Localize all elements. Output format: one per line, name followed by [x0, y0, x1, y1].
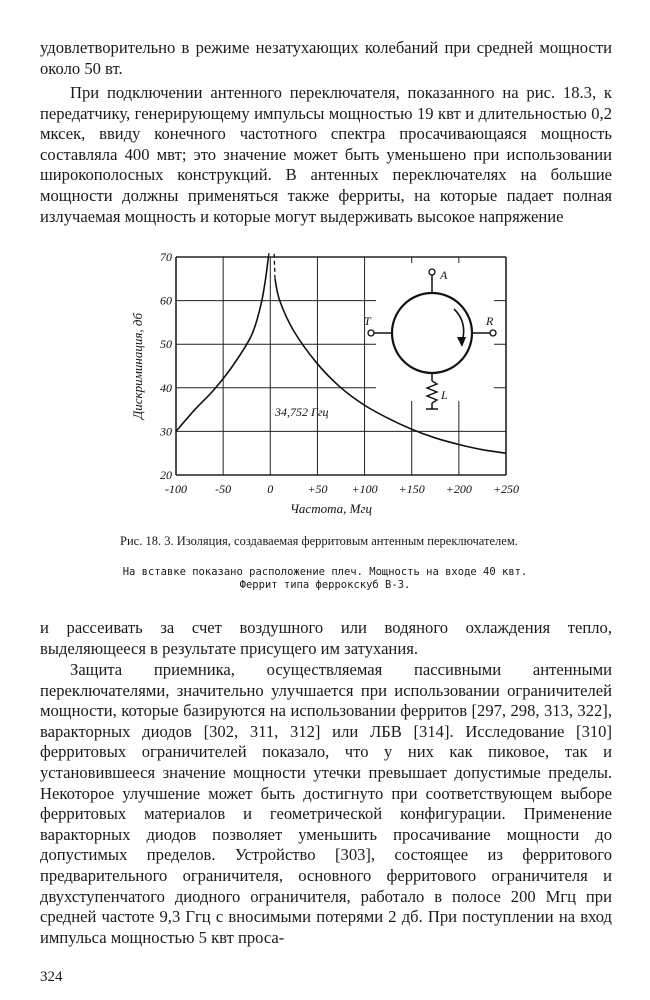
port-t-terminal: [368, 330, 374, 336]
y-tick-label: 50: [160, 337, 172, 352]
port-r-label: R: [486, 314, 494, 328]
x-tick-label: +50: [307, 482, 328, 496]
x-axis-label: Частота, Мгц: [289, 501, 373, 516]
port-a-label: A: [440, 268, 448, 282]
x-tick-label: -100: [165, 482, 187, 496]
port-l-label: L: [441, 388, 448, 402]
frequency-annotation: 34,752 Ггц: [275, 405, 329, 420]
x-tick-label: -50: [215, 482, 232, 496]
asymptote-right: [274, 251, 275, 279]
paragraph-4: Защита приемника, осуществляемая пассивными антенными переключателями, значительно улучшается при использовании ограничителей мощности, которые базируются на использовании ферритов [297, 298, 313, 322], варакторных диодов [302, 311, 312] или ЛБВ [314]. Исследование [310] ферритовых ограничителей показало, что у них как пиковое, так и установившееся значение мощности утечки превышает допустимые пределы. Некоторое улучшение может быть достигнуто при соответствующем выборе ферритовых материалов и геометрической конфигурации. Применение варакторных диодов позволяет уменьшить просачивание мощности до допустимых пределов. Устройство [303], состоящее из ферритового предварительного ограничителя, основного ферритового ограничителя и двухступенчатого диодного ограничителя, работало в полосе 200 Мгц при средней частоте 9,3 Ггц с вносимыми потерями 2 дб. При поступлении на вход импульса мощностью 5 квт проса-: [40, 660, 612, 947]
asymptote-left: [268, 251, 269, 257]
x-tick-label: 0: [267, 482, 274, 496]
paragraph-2: При подключении антенного переключателя, показанного на рис. 18.3, к передатчику, генерирующему импульсы мощностью 19 квт и длительностью 0,2 мксек, ввиду конечного частотного спектра просачивающаяся мощность составляла 400 мвт; это значение может быть уменьшено при использовании широкополосных конструкций. В антенных переключателях на большие мощности должны применяться также ферриты, на которые падает полная излучаемая мощность и которые могут выдерживать высокое напряжение: [40, 83, 612, 226]
x-tick-label: +200: [445, 482, 472, 496]
y-tick-label: 40: [160, 380, 172, 395]
figure-18-3: [128, 245, 548, 530]
paragraph-3: и рассеивать за счет воздушного или водяного охлаждения тепло, выделяющееся в результате присущего им затухания.: [40, 618, 612, 658]
inset-background: [376, 263, 494, 401]
figure-caption: Рис. 18. 3. Изоляция, создаваемая ферритовым антенным переключателем.: [120, 534, 518, 548]
y-axis-label: Дискриминация, дб: [130, 312, 145, 420]
y-tick-label: 30: [160, 424, 172, 439]
page-number: 324: [40, 969, 63, 985]
port-r-terminal: [490, 330, 496, 336]
x-tick-label: +150: [398, 482, 425, 496]
figure-caption-note: На вставке показано расположение плеч. Мощность на входе 40 квт. Феррит типа феррокскуб В-3.: [122, 566, 528, 591]
paragraph-1: удовлетворительно в режиме незатухающих колебаний при средней мощности около 50 вт.: [40, 38, 612, 78]
x-tick-label: +100: [351, 482, 378, 496]
isolation-chart: [128, 245, 548, 530]
port-t-label: T: [364, 314, 371, 328]
y-tick-label: 60: [160, 293, 172, 308]
port-a-terminal: [429, 269, 435, 275]
y-tick-label: 20: [160, 468, 172, 482]
y-tick-label: 70: [160, 250, 172, 264]
x-tick-label: +250: [492, 482, 520, 496]
